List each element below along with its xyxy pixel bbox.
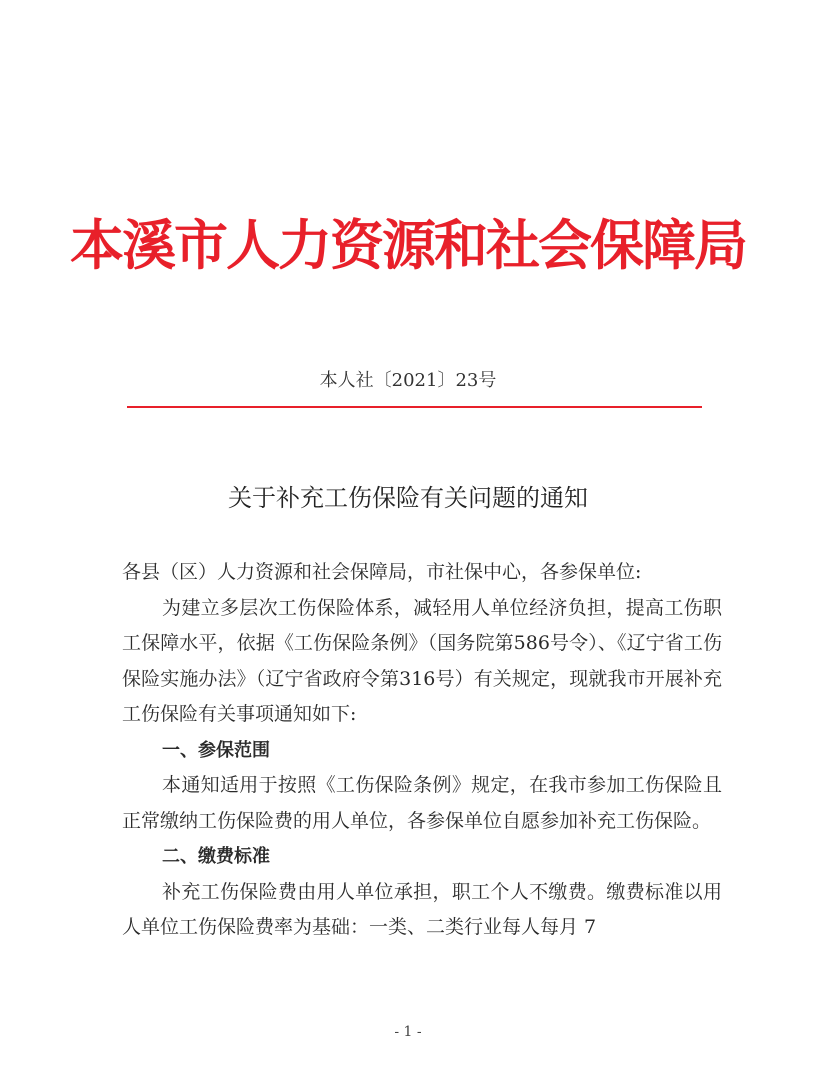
- section-payment-paragraph: 补充工伤保险费由用人单位承担，职工个人不缴费。缴费标准以用人单位工伤保险费率为基础：一类、二类行业每人每月 7: [122, 880, 722, 938]
- section-heading-payment: 二、缴费标准: [162, 846, 270, 867]
- section-heading-scope: 一、参保范围: [162, 739, 270, 761]
- document-number: 本人社〔2021〕23号: [319, 370, 497, 391]
- salutation: 各县（区）人力资源和社会保障局，市社保中心，各参保单位:: [122, 561, 642, 583]
- page-number: - 1 -: [394, 1024, 422, 1040]
- notice-title: 关于补充工伤保险有关问题的通知: [228, 484, 588, 512]
- section-scope-paragraph: 本通知适用于按照《工伤保险条例》规定，在我市参加工伤保险且正常缴纳工伤保险费的用人单位，各参保单位自愿参加补充工伤保险。: [122, 774, 722, 832]
- header-divider: [127, 406, 702, 408]
- agency-letterhead: 本溪市人力资源和社会保障局: [70, 213, 746, 277]
- notice-body: [122, 555, 722, 946]
- intro-paragraph: 为建立多层次工伤保险体系，减轻用人单位经济负担，提高工伤职工保障水平，依据《工伤保险条例》（国务院第586号令）、《辽宁省工伤保险实施办法》（辽宁省政府令第316号）有关规定，现就我市开展补充工伤保险有关事项通知如下:: [122, 596, 722, 725]
